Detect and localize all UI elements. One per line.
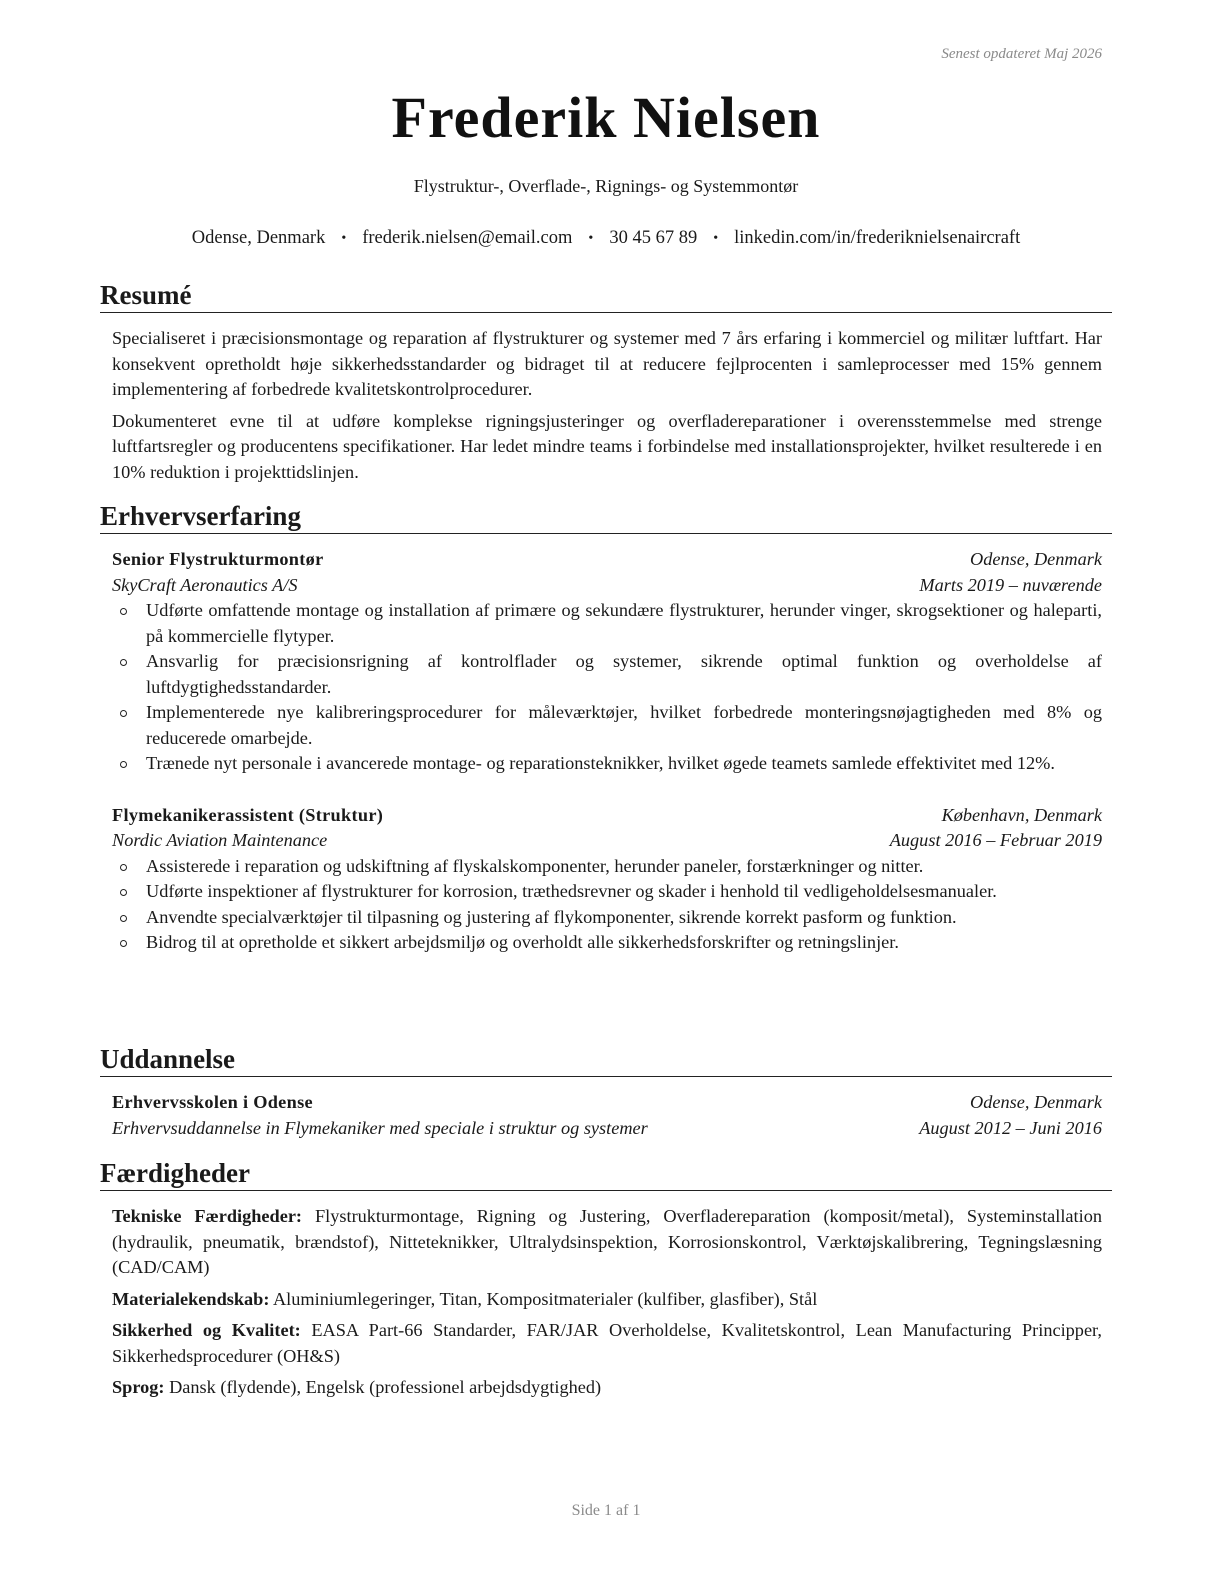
job-company: Nordic Aviation Maintenance: [112, 830, 328, 850]
job-entry: [112, 803, 1102, 956]
skill-line: [112, 1375, 1102, 1401]
job-subheader-row: [112, 573, 1102, 599]
education-header-row: [112, 1090, 1102, 1116]
section-title: Færdigheder: [100, 1156, 1112, 1191]
skill-line: [112, 1318, 1102, 1369]
school-name: Erhvervsskolen i Odense: [112, 1092, 313, 1112]
page-number: Side 1 af 1: [571, 1502, 641, 1519]
contact-location: Odense, Denmark: [191, 228, 326, 248]
job-location: København, Denmark: [941, 804, 1102, 825]
education-section: [100, 1042, 1112, 1141]
job-dates: August 2016 – Februar 2019: [889, 830, 1102, 850]
job-company: SkyCraft Aeronautics A/S: [112, 574, 298, 595]
skill-text: Aluminiumlegeringer, Titan, Kompositmaterialer (kulfiber, glasfiber), Stål: [272, 1288, 818, 1309]
bullet-separator-icon: •: [713, 231, 719, 246]
candidate-tagline: Flystruktur-, Overflade-, Rignings- og Systemmontør: [413, 176, 799, 196]
list-item: Anvendte specialværktøjer til tilpasning og justering af flykomponenter, sikrende korrekt pasform og funktion.: [146, 905, 1102, 931]
section-title: Uddannelse: [100, 1042, 1112, 1077]
skill-label: Tekniske Færdigheder:: [112, 1206, 303, 1226]
job-bullets: [112, 854, 1102, 956]
list-item: Ansvarlig for præcisionsrigning af kontrolflader og systemer, sikrende optimal funktion og overholdelse af luftdygtighedsstandarder.: [146, 649, 1102, 700]
job-location: Odense, Denmark: [970, 549, 1102, 569]
experience-content: [100, 534, 1112, 956]
contact-linkedin[interactable]: linkedin.com/in/frederiknielsenaircraft: [734, 228, 1021, 248]
candidate-name: Frederik Nielsen: [391, 85, 821, 150]
summary-paragraph: Dokumenteret evne til at udføre komplekse rigningsjusteringer og overfladereparationer i overensstemmelse med strenge luftfartsregler og producentens specifikationer. Har ledet mindre teams i forbindelse med installationsprojekter, hvilket resulterede i en 10% reduktion i projekttidslinjen.: [112, 410, 1102, 482]
skill-line: [112, 1204, 1102, 1281]
summary-content: [100, 313, 1112, 485]
contact-line: [100, 228, 1112, 249]
degree-name: Erhvervsuddannelse in Flymekaniker med speciale i struktur og systemer: [112, 1117, 648, 1138]
last-updated: Senest opdateret Maj 2026: [941, 46, 1102, 62]
job-bullets: [112, 598, 1102, 777]
list-item: Implementerede nye kalibreringsprocedurer for måleværktøjer, hvilket forbedrede monteringsnøjagtigheden med 8% og reducerede omarbejde.: [146, 700, 1102, 751]
list-item: Udførte inspektioner af flystrukturer for korrosion, træthedsrevner og skader i henhold til vedligeholdelsesmanualer.: [146, 879, 1102, 905]
skill-label: Sprog:: [112, 1377, 165, 1397]
skill-text: Flystrukturmontage, Rigning og Justering, Overfladereparation (komposit/metal), Systeminstallation (hydraulik, pneumatik, brændstof), Nitteteknikker, Ultralydsinspektion, Korrosionskontrol, Værktøjskalibrering, Tegningslæsning (CAD/CAM): [112, 1206, 1102, 1277]
skill-text: Dansk (flydende), Engelsk (professionel arbejdsdygtighed): [169, 1377, 602, 1397]
job-subheader-row: [112, 828, 1102, 854]
job-header-row: [112, 547, 1102, 573]
list-item: Trænede nyt personale i avancerede montage- og reparationsteknikker, hvilket øgede teamets samlede effektivitet med 12%.: [146, 751, 1102, 777]
skill-label: Materialekendskab:: [112, 1288, 270, 1309]
bullet-separator-icon: •: [341, 231, 347, 246]
list-item: Assisterede i reparation og udskiftning af flyskalskomponenter, herunder paneler, forstærkninger og nitter.: [146, 854, 1102, 880]
school-location: Odense, Denmark: [970, 1092, 1102, 1112]
resume-page: [100, 0, 1112, 1584]
skill-label: Sikkerhed og Kvalitet:: [112, 1320, 301, 1340]
job-header-row: [112, 803, 1102, 829]
skill-line: [112, 1287, 1102, 1313]
skills-section: [100, 1156, 1112, 1407]
bullet-separator-icon: •: [588, 231, 594, 246]
skill-text: EASA Part-66 Standarder, FAR/JAR Overholdelse, Kvalitetskontrol, Lean Manufacturing Principper, Sikkerhedsprocedurer (OH&S): [112, 1320, 1102, 1366]
education-dates: August 2012 – Juni 2016: [919, 1117, 1102, 1138]
contact-phone: 30 45 67 89: [609, 228, 698, 248]
job-dates: Marts 2019 – nuværende: [919, 574, 1102, 595]
section-title: Resumé: [100, 278, 1112, 313]
list-item: Bidrog til at opretholde et sikkert arbejdsmiljø og overholdt alle sikkerhedsforskrifter og retningslinjer.: [146, 930, 1102, 956]
experience-section: [100, 499, 1112, 956]
summary-paragraph: Specialiseret i præcisionsmontage og reparation af flystrukturer og systemer med 7 års erfaring i kommerciel og militær luftfart. Har konsekvent opretholdt høje sikkerhedsstandarder og bidraget til at reducere fejlprocenten i samleprocesser med 15% gennem implementering af forbedrede kvalitetskontrolprocedurer.: [112, 328, 1102, 399]
job-title: Senior Flystrukturmontør: [112, 549, 324, 569]
education-subheader-row: [112, 1116, 1102, 1142]
job-entry: [112, 547, 1102, 777]
contact-email[interactable]: frederik.nielsen@email.com: [362, 228, 573, 248]
job-title: Flymekanikerassistent (Struktur): [112, 804, 384, 825]
section-title: Erhvervserfaring: [100, 499, 1112, 534]
education-content: [100, 1077, 1112, 1141]
skills-content: [100, 1191, 1112, 1401]
list-item: Udførte omfattende montage og installation af primære og sekundære flystrukturer, herunder vinger, skrogsektioner og haleparti, på kommercielle flytyper.: [146, 598, 1102, 649]
summary-section: [100, 278, 1112, 491]
